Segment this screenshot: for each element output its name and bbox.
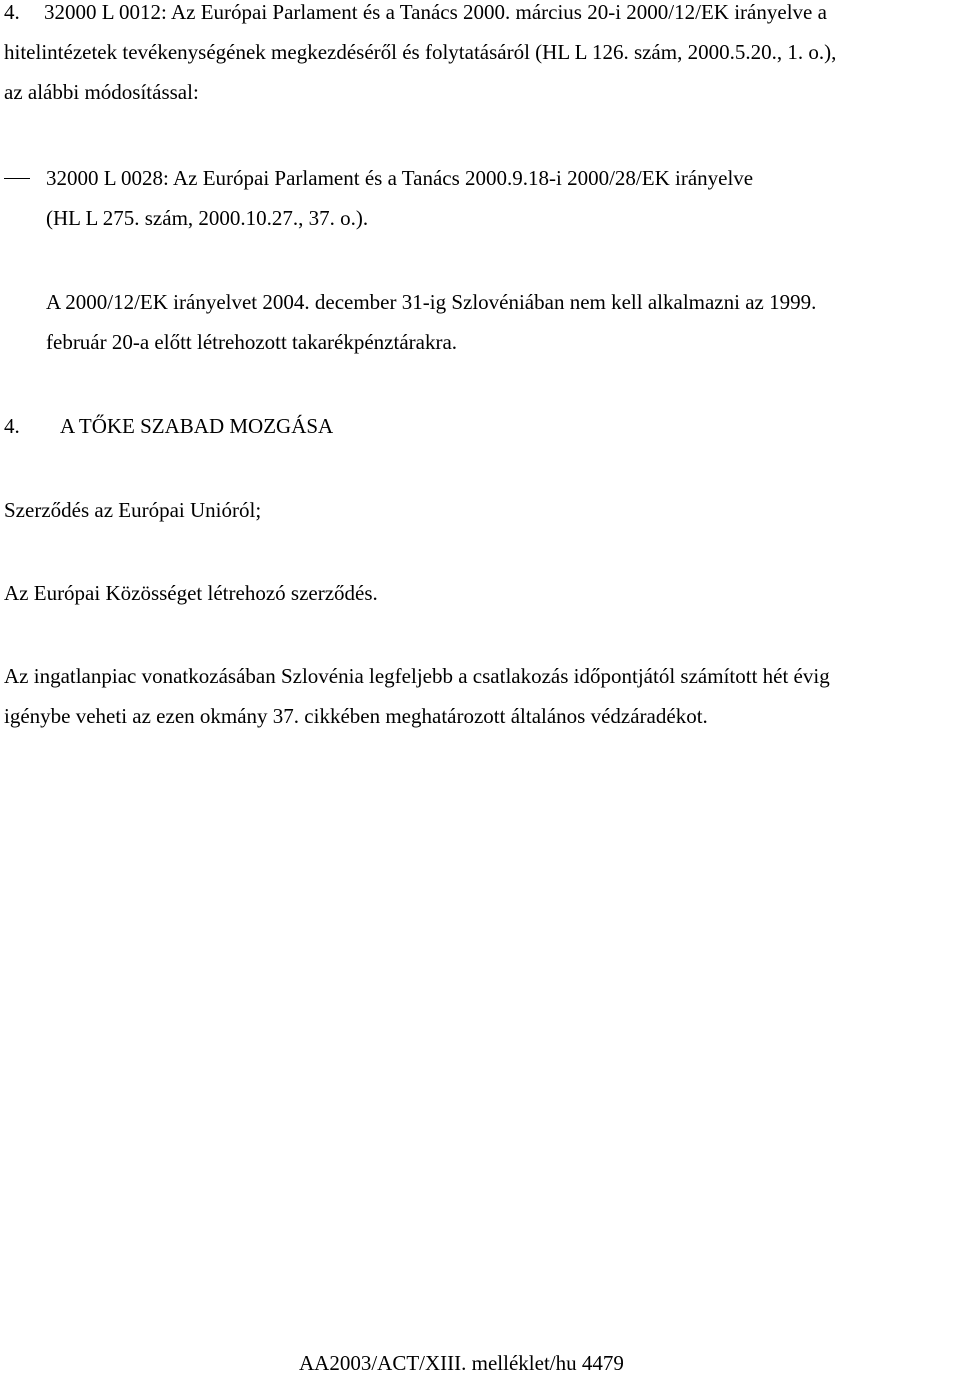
- paragraph-real-estate: [4, 656, 830, 736]
- real-estate-line-1: Az ingatlanpiac vonatkozásában Szlovénia legfeljebb a csatlakozás időpontjától számított hét évig: [4, 664, 830, 688]
- note-paragraph: [46, 282, 816, 362]
- section-heading: [4, 406, 333, 446]
- item-4-number: 4.: [4, 0, 20, 24]
- item-4-paragraph: [4, 0, 836, 112]
- paragraph-treaty-ec: Az Európai Közösséget létrehozó szerződés.: [4, 581, 378, 605]
- note-line-2: február 20-a előtt létrehozott takarékpénztárakra.: [46, 330, 458, 354]
- item-4-line-1: [4, 0, 836, 32]
- section-number: 4.: [4, 414, 20, 438]
- paragraph-treaty-eu: Szerződés az Európai Unióról;: [4, 498, 262, 522]
- item-4-line-1-text: 32000 L 0012: Az Európai Parlament és a Tanács 2000. március 20-i 2000/12/EK irányelve a: [44, 0, 827, 24]
- note-line-1: A 2000/12/EK irányelvet 2004. december 31-ig Szlovéniában nem kell alkalmazni az 1999.: [46, 290, 817, 314]
- amendment-dash: [4, 178, 30, 179]
- amendment-line-2: (HL L 275. szám, 2000.10.27., 37. o.).: [46, 206, 369, 230]
- real-estate-line-2: igénybe veheti az ezen okmány 37. cikkében meghatározott általános védzáradékot.: [4, 704, 708, 728]
- amendment-line-1: 32000 L 0028: Az Európai Parlament és a Tanács 2000.9.18-i 2000/28/EK irányelve: [46, 166, 754, 190]
- item-4-line-2: hitelintézetek tevékenységének megkezdéséről és folytatásáról (HL L 126. szám, 2000.5.20., 1. o.),: [4, 40, 837, 64]
- section-title: A TŐKE SZABAD MOZGÁSA: [60, 414, 334, 438]
- amendment-paragraph: [46, 158, 753, 238]
- page-footer: AA2003/ACT/XIII. melléklet/hu 4479: [299, 1351, 624, 1375]
- item-4-line-3: az alábbi módosítással:: [4, 80, 199, 104]
